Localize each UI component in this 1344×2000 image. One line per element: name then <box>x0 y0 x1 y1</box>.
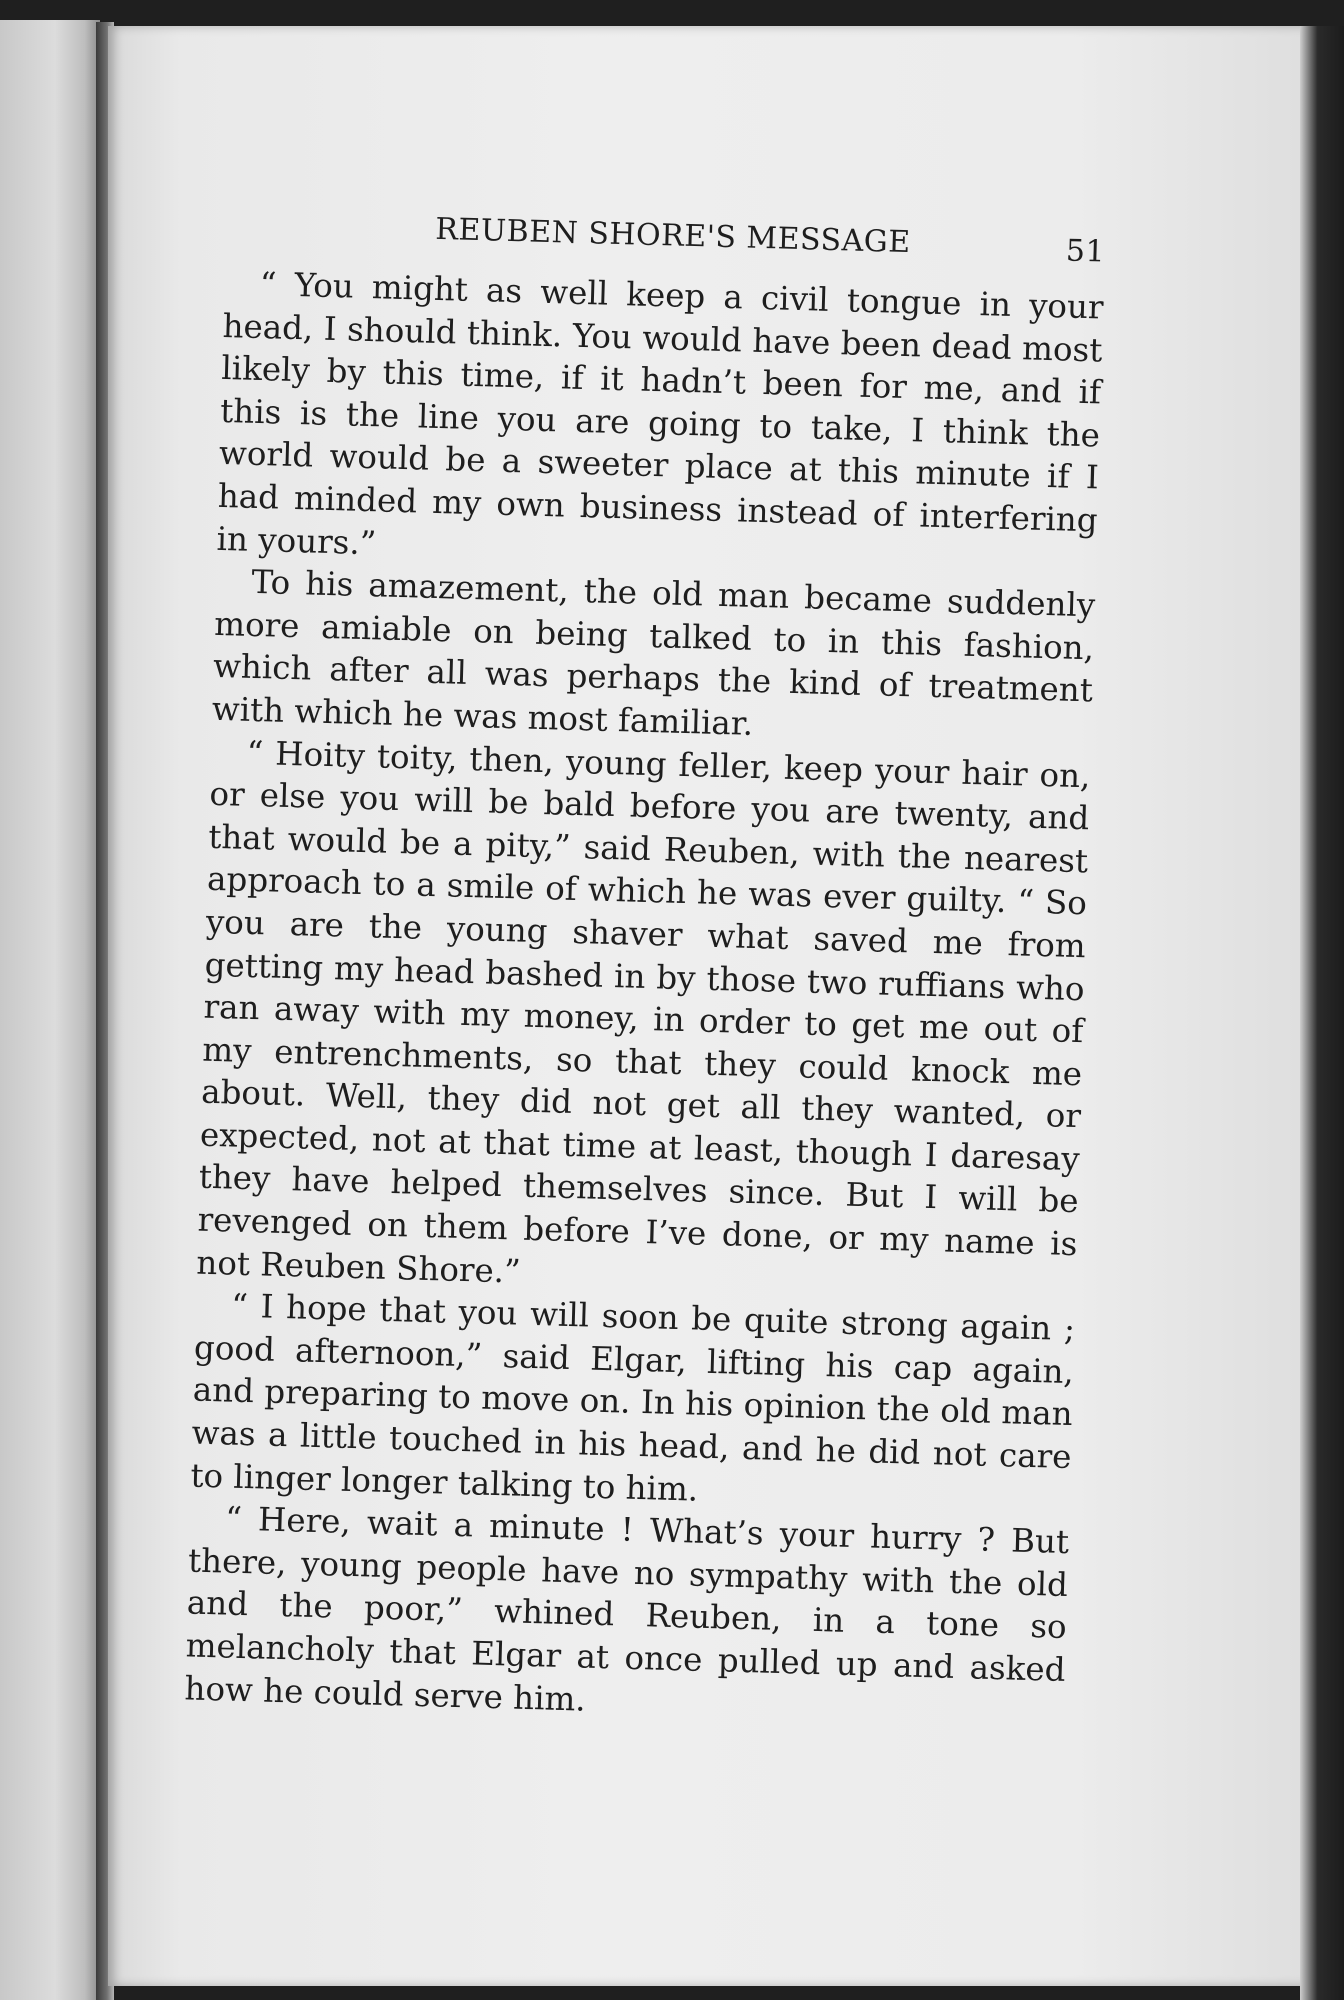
paragraph: “ I hope that you will soon be quite strong again ; good afternoon,” said Elgar, lifting his cap again, and preparing to move on. In his opinion the old man was a little touched in his head, and he did not care to linger longer talking to him. <box>190 1286 1076 1509</box>
page-number: 51 <box>1065 233 1106 270</box>
paragraph: “ You might as well keep a civil tongue in your head, I should think. You would have been dead most likely by this time, if it hadn’t been for me, and if this is the line you are going to take, I think the world would be a sweeter place at this minute if I had minded my own business instead of interfering in yours.” <box>216 264 1105 562</box>
facing-page-edge <box>0 20 100 2000</box>
running-title: REUBEN SHORE'S MESSAGE <box>434 211 912 261</box>
page-right-edge <box>1300 26 1344 2000</box>
paragraph: “ Here, wait a minute ! What’s your hurry ? But there, young people have no sympathy with the old and the poor,” whined Reuben, in a tone so melancholy that Elgar at once pulled up and asked how he could serve him. <box>184 1499 1070 1719</box>
paragraph: “ Hoity toity, then, young feller, keep your hair on, or else you will be bald before you are twenty, and that would be a pity,” said Reuben, with the nearest approach to a smile of which he was ever guilty. “ So you are the young shaver what saved me from getting my head bashed in by those two ruffians who ran away with my money, in order to get me out of my entrenchments, so that they could knock me about. Well, they did not get all they wanted, or expected, not at that time at least, though I daresay they have helped themselves since. But I will be revenged on them before I’ve done, or my name is not Reuben Shore.” <box>195 733 1091 1291</box>
page-text-block <box>184 206 1106 1734</box>
paragraph: To his amazement, the old man became suddenly more amiable on being talked to in this fashion, which after all was perhaps the kind of treatment with which he was most familiar. <box>211 563 1096 743</box>
